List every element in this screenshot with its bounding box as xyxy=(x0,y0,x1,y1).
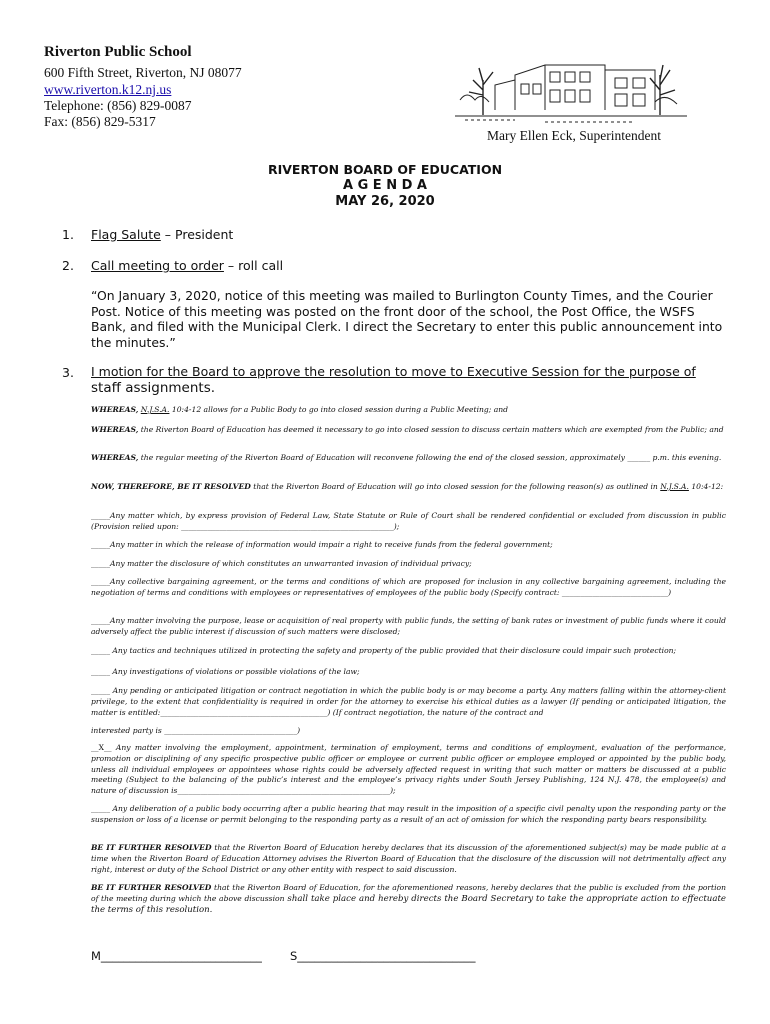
item-number: 2. xyxy=(62,258,74,273)
resolution-now-therefore: NOW, THEREFORE, BE IT RESOLVED that the Riverton Board of Education will go into closed session for the following reason(s) as outlined in N.J.S.A. 10:4-12: xyxy=(91,482,724,491)
board-title: RIVERTON BOARD OF EDUCATION xyxy=(267,162,503,177)
reason-employment: __X__ Any matter involving the employment, appointment, termination of employment, terms and conditions of employment, evaluation of the performance, promotion or disciplining of any specific prospective public officer or employee or current public officer or employee employed or appointed by the public body, unless all individual employees or appointees whose rights could be adversely affected request in writing that such matter or matters be discussed at a public meeting (Subject to the balancing of the public’s interest and the employee’s privacy rights under South Jersey Publishing, 124 N.J. 478, the employee(s) and nature of discussion is________________________________________________________); xyxy=(91,743,726,796)
resolution-whereas-1: WHEREAS, N.J.S.A. 10:4-12 allows for a Public Body to go into closed session during a Public Meeting; and xyxy=(91,405,508,414)
item-number: 1. xyxy=(62,227,74,242)
school-fax: Fax: (856) 829-5317 xyxy=(44,114,156,129)
notice-quote: “On January 3, 2020, notice of this meeting was mailed to Burlington County Times, and the Courier Post. Notice of this meeting was posted on the front door of the school, the Post Office, the WSFS Bank, and filed with the Municipal Clerk. I direct the Secretary to enter this public announcement into the minutes.” xyxy=(91,288,723,350)
reason-safety-tactics: _____ Any tactics and techniques utilized in protecting the safety and property of the public provided that their disclosure could impair such protection; xyxy=(91,646,677,655)
meeting-date: MAY 26, 2020 xyxy=(335,194,435,209)
reason-interested-party: interested party is ___________________________________) xyxy=(91,726,301,735)
reason-federal-funds: _____Any matter in which the release of information would impair a right to receive funds from the federal government; xyxy=(91,540,553,549)
further-resolved-1: BE IT FURTHER RESOLVED that the Riverton Board of Education hereby declares that its discussion of the aforementioned subject(s) may be made public at a time when the Riverton Board of Education Attorney advises the Riverton Board of Education that the disclosure of the discussion will not detrimentally affect any right, interest or duty of the School District or any other entity with respect to said discussion. xyxy=(91,843,726,874)
selected-mark: __X__ xyxy=(91,743,112,752)
reason-investigations: _____ Any investigations of violations or possible violations of the law; xyxy=(91,667,360,676)
resolution-whereas-3: WHEREAS, the regular meeting of the Riverton Board of Education will reconvene following the end of the closed session, approximately ______ p.m. this evening. xyxy=(91,453,722,462)
further-resolved-2: BE IT FURTHER RESOLVED that the Riverton Board of Education, for the aforementioned reasons, hereby declares that the public is excluded from the portion of the meeting during which the above discussion shall take place and hereby directs the Board Secretary to take the appropriate action to effectuate the terms of this resolution. xyxy=(91,883,726,915)
item-heading: I motion for the Board to approve the resolution to move to Executive Session for the purpose of xyxy=(91,364,696,379)
item-detail: – roll call xyxy=(223,258,284,273)
reason-real-property: _____Any matter involving the purpose, lease or acquisition of real property with public funds, the setting of bank rates or investment of public funds where it could adversely affect the public interest if discussion of such matters were disclosed; xyxy=(91,616,726,636)
item-detail: staff assignments. xyxy=(91,380,216,396)
reason-privacy: _____Any matter the disclosure of which constitutes an unwarranted invasion of individual privacy; xyxy=(91,559,472,568)
agenda-title: A G E N D A xyxy=(343,178,427,193)
reason-litigation: _____ Any pending or anticipated litigation or contract negotiation in which the public body is or may become a party. Any matters falling within the attorney-client privilege, to the extent that confidentiality is required in order for the attorney to exercise his ethical duties as a lawyer (If pending or anticipated litigation, the matter is entitled:____________________________________________) (If contract negotiation, the nature of the contract and xyxy=(91,686,726,717)
school-name: Riverton Public School xyxy=(44,44,192,60)
second-signature-line: S_______________________________ xyxy=(290,949,476,963)
agenda-item-flag-salute xyxy=(91,227,233,242)
reason-civil-penalty: _____ Any deliberation of a public body occurring after a public hearing that may result in the imposition of a specific civil penalty upon the responding party or the suspension or loss of a license or permit belonging to the responding party as a result of an act of omission for which the responding party bears responsibility. xyxy=(91,804,726,824)
item-heading: Flag Salute xyxy=(91,227,161,242)
reason-federal-law: _____Any matter which, by express provision of Federal Law, State Statute or Rule of Court shall be rendered confidential or excluded from discussion in public (Provision relied upon: ________________________________________________________); xyxy=(91,511,726,531)
item-heading: Call meeting to order xyxy=(91,258,224,273)
item-number: 3. xyxy=(62,365,74,380)
resolution-whereas-2: WHEREAS, the Riverton Board of Education has deemed it necessary to go into closed session to discuss certain matters which are exempted from the Public; and xyxy=(91,425,724,434)
school-website-link[interactable]: www.riverton.k12.nj.us xyxy=(44,82,172,97)
school-telephone: Telephone: (856) 829-0087 xyxy=(44,98,192,113)
item-detail: – President xyxy=(160,227,234,242)
agenda-item-call-to-order xyxy=(91,258,283,273)
school-address: 600 Fifth Street, Riverton, NJ 08077 xyxy=(44,65,242,80)
motion-signature-line: M____________________________ xyxy=(91,949,262,963)
school-building-illustration xyxy=(455,40,687,128)
agenda-item-executive-session xyxy=(91,364,723,396)
reason-collective-bargaining: _____Any collective bargaining agreement, or the terms and conditions of which are proposed for inclusion in any collective bargaining agreement, including the negotiation of terms and conditions with employees or representatives of employees of the public body (Specify contract: ____________________________) xyxy=(91,577,726,597)
superintendent-name: Mary Ellen Eck, Superintendent xyxy=(487,128,661,143)
